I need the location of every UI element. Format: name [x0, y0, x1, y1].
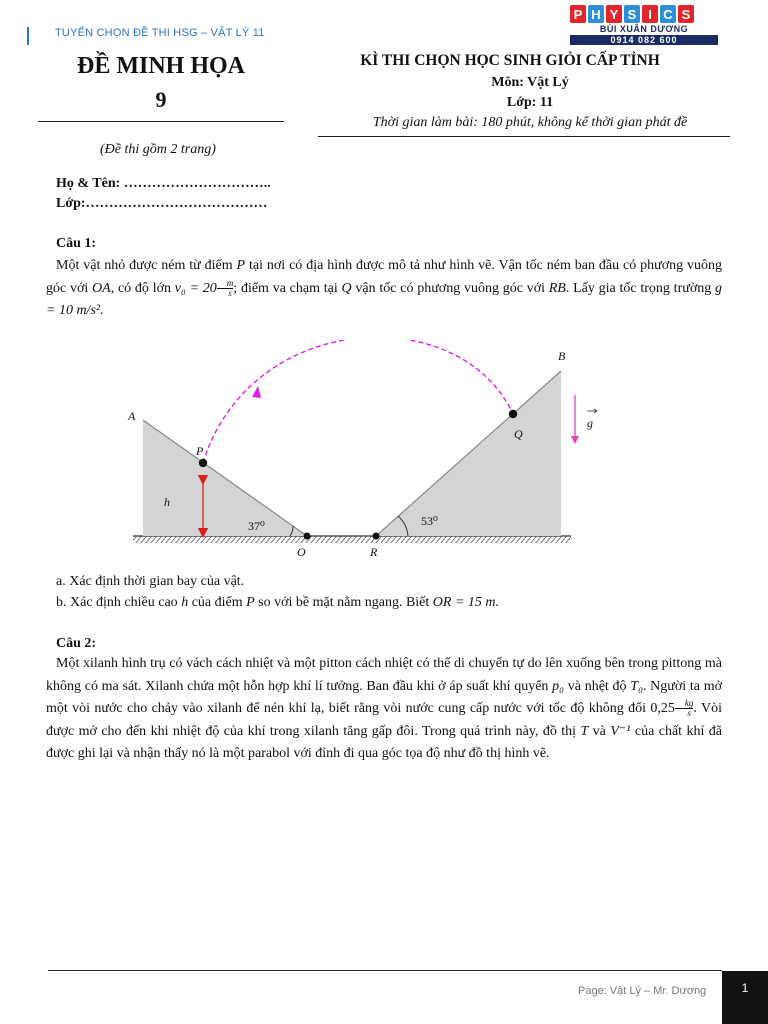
- q2-var-p0: p₀: [552, 678, 565, 694]
- logo-letter: S: [624, 5, 640, 23]
- q2-text-d: . Vòi được mở cho đến khi nhiệt độ của khí trong xilanh tăng gấp đôi. Trong quá trình này, đồ thị: [46, 701, 722, 739]
- exam-time-note: Thời gian làm bài: 180 phút, không kể thời gian phát đề: [372, 115, 688, 130]
- exam-type-title: ĐỀ MINH HỌA: [77, 53, 245, 79]
- angle-left-label: 37⁰: [248, 519, 265, 533]
- logo-phone: 0914 082 600: [570, 35, 718, 45]
- q2-rate-unit-num: kg: [675, 699, 694, 709]
- q2-text-e: và: [588, 723, 611, 739]
- exam-number: 9: [155, 87, 167, 112]
- label-q: Q: [514, 427, 523, 441]
- q1-g-expr: g = 10 m/s².: [46, 280, 722, 318]
- q1b-mid: của điểm: [188, 595, 247, 610]
- q2-text-c: . Người ta mở một vòi nước cho chảy vào xilanh để nén khí lạ, biết rằng vòi nước cung cấp nước với tốc độ không đổi: [46, 678, 723, 716]
- label-b: B: [558, 349, 566, 363]
- q1-v0-expr: v₀ = 20: [174, 280, 217, 296]
- terrain-figure: [0, 340, 768, 572]
- question-1-heading: Câu 1:: [56, 236, 97, 251]
- q1b-post: so với bề mặt nằm ngang. Biết: [254, 595, 433, 610]
- logo-letter: Y: [606, 5, 622, 23]
- logo-letters: [570, 5, 718, 23]
- trajectory-curve: [203, 340, 513, 463]
- logo-letter: C: [660, 5, 676, 23]
- student-name-line: Họ & Tên: …………………………..: [56, 176, 271, 191]
- point-r: [373, 533, 380, 540]
- q2-rate-unit: [675, 699, 694, 718]
- gravity-arrowhead: [571, 436, 579, 444]
- q1-v0-unit-num: m: [217, 279, 234, 289]
- angle-right-label: 53⁰: [421, 514, 438, 528]
- point-q: [509, 410, 517, 418]
- ground-hatching: [133, 536, 571, 543]
- pages-note: (Đề thi gồm 2 trang): [100, 142, 216, 157]
- question-2-heading: Câu 2:: [56, 636, 97, 651]
- q1-text-c: , có độ lớn: [110, 280, 175, 296]
- q1-text-f: . Lấy gia tốc trọng trường: [565, 280, 715, 296]
- q1b-var-p: P: [246, 595, 255, 610]
- question-1-part-b: [56, 595, 499, 611]
- q1-v0-unit-den: s: [228, 287, 232, 298]
- label-r: R: [370, 545, 378, 559]
- q1b-or: OR = 15 m.: [432, 595, 500, 610]
- q1-text-b: tại nơi có địa hình được mô tả như hình vẽ. Vận tốc ném ban đầu có phương vuông góc với: [46, 258, 722, 296]
- question-1-part-a: a. Xác định thời gian bay của vật.: [56, 574, 245, 589]
- q2-text-f: của chất khí đã được ghi lại và nhận thấy nó là một parabol với đỉnh đi qua góc tọa độ như đồ thị hình vẽ.: [46, 723, 722, 761]
- q1-text-d: ; điểm va chạm tại: [233, 280, 342, 296]
- q1b-var-h: h: [181, 595, 189, 610]
- q2-var-t0: T₀: [630, 678, 643, 694]
- logo-letter: I: [642, 5, 658, 23]
- q2-text-b: và nhệt độ: [564, 678, 631, 694]
- exam-grade: Lớp: 11: [506, 95, 554, 110]
- q2-rate-unit-den: s: [687, 708, 691, 719]
- left-header-rule: [38, 121, 284, 122]
- page-number: 1: [722, 971, 768, 1024]
- q1-v0-unit: [217, 279, 234, 298]
- footer-rule: [48, 970, 722, 971]
- header-accent-bar: [27, 27, 29, 45]
- student-class-line: Lớp:…………………………………: [56, 196, 268, 211]
- trajectory-arrowhead: [252, 386, 261, 398]
- right-header-rule: [318, 136, 730, 137]
- label-p: P: [196, 444, 204, 458]
- series-label: TUYỂN CHỌN ĐỀ THI HSG – VẬT LÝ 11: [55, 27, 265, 39]
- question-1-text: [46, 255, 722, 323]
- exam-subject: Môn: Vật Lý: [491, 75, 569, 90]
- label-o: O: [297, 545, 306, 559]
- question-2-text: [46, 653, 722, 766]
- q1b-pre: b. Xác định chiều cao: [56, 595, 182, 610]
- label-h: h: [164, 495, 170, 509]
- point-o: [304, 533, 311, 540]
- q1-var-rb: RB: [548, 280, 566, 296]
- q1-var-oa: OA: [92, 280, 111, 296]
- q1-text-a: Một vật nhỏ được ném từ điểm: [56, 258, 237, 273]
- q2-text-a: Một xilanh hình trụ có vách cách nhiệt và một pitton cách nhiệt có thể di chuyển tự do lên xuống bên trong pittong mà không có ma sát. Xilanh chứa một hỗn hợp khí lí tưởng. Ban đầu khi ở áp suất khí quyển: [46, 656, 722, 694]
- label-a: A: [128, 409, 136, 423]
- logo-author-name: BÙI XUÂN DƯƠNG: [599, 24, 689, 34]
- q2-rate-value: 0,25: [650, 701, 675, 716]
- physics-logo: [570, 5, 718, 49]
- logo-letter: H: [588, 5, 604, 23]
- q1-var-q: Q: [341, 280, 352, 296]
- q1-text-e: vận tốc có phương vuông góc với: [351, 280, 549, 296]
- q1-var-p: P: [236, 258, 246, 273]
- logo-letter: S: [678, 5, 694, 23]
- footer-page-label: Page: Vật Lý – Mr. Dương: [578, 985, 707, 997]
- q2-var-vinv: V⁻¹: [610, 723, 631, 739]
- exam-title: KÌ THI CHỌN HỌC SINH GIỎI CẤP TỈNH: [360, 52, 660, 69]
- label-g: g: [587, 416, 593, 430]
- logo-letter: P: [570, 5, 586, 23]
- q2-var-t: T: [580, 723, 589, 739]
- point-p: [199, 459, 207, 467]
